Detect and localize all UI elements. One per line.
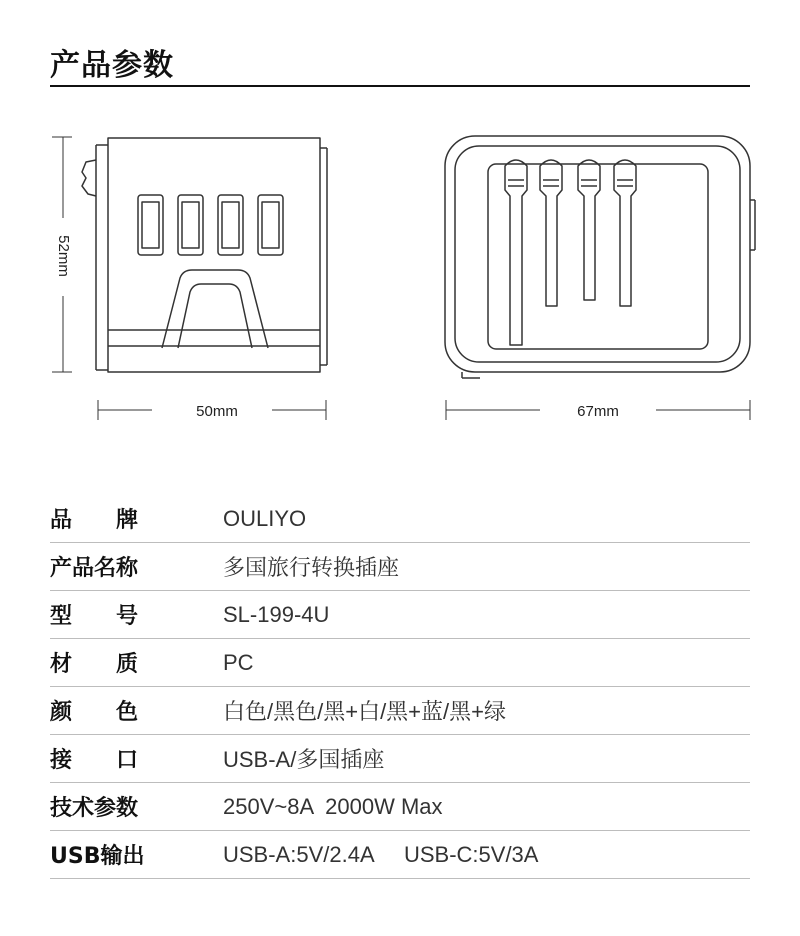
- spec-table: [50, 495, 750, 879]
- spec-label: 接 口: [50, 735, 223, 783]
- spec-label: 型 号: [50, 591, 223, 639]
- spec-value: 多国旅行转换插座: [223, 543, 750, 591]
- height-label: 52mm: [55, 235, 72, 277]
- side-width-label: 67mm: [577, 403, 619, 420]
- spec-value: USB-A:5V/2.4A USB-C:5V/3A: [223, 831, 750, 879]
- spec-label: USB输出: [50, 831, 223, 879]
- spec-row-material: [50, 639, 750, 687]
- spec-value: 白色/黑色/黑+白/黑+蓝/黑+绿: [223, 687, 750, 735]
- spec-label: 产品名称: [50, 543, 223, 591]
- page-title: 产品参数: [50, 48, 174, 83]
- spec-value: OULIYO: [223, 495, 750, 543]
- spec-label: 技术参数: [50, 783, 223, 831]
- spec-value: USB-A/多国插座: [223, 735, 750, 783]
- spec-value: SL-199-4U: [223, 591, 750, 639]
- spec-row-technical: [50, 783, 750, 831]
- spec-label: 材 质: [50, 639, 223, 687]
- spec-row-interface: [50, 735, 750, 783]
- spec-row-brand: [50, 495, 750, 543]
- spec-row-model: [50, 591, 750, 639]
- spec-value: PC: [223, 639, 750, 687]
- spec-row-usb-output: [50, 831, 750, 879]
- front-width-label: 50mm: [196, 403, 238, 420]
- spec-row-color: [50, 687, 750, 735]
- spec-label: 颜 色: [50, 687, 223, 735]
- spec-value: 250V~8A 2000W Max: [223, 783, 750, 831]
- product-dimension-drawing: [0, 110, 800, 440]
- spec-row-product-name: [50, 543, 750, 591]
- front-view-drawing: [82, 138, 327, 372]
- side-view-drawing: [445, 136, 755, 378]
- spec-label: 品 牌: [50, 495, 223, 543]
- title-divider: [50, 85, 750, 87]
